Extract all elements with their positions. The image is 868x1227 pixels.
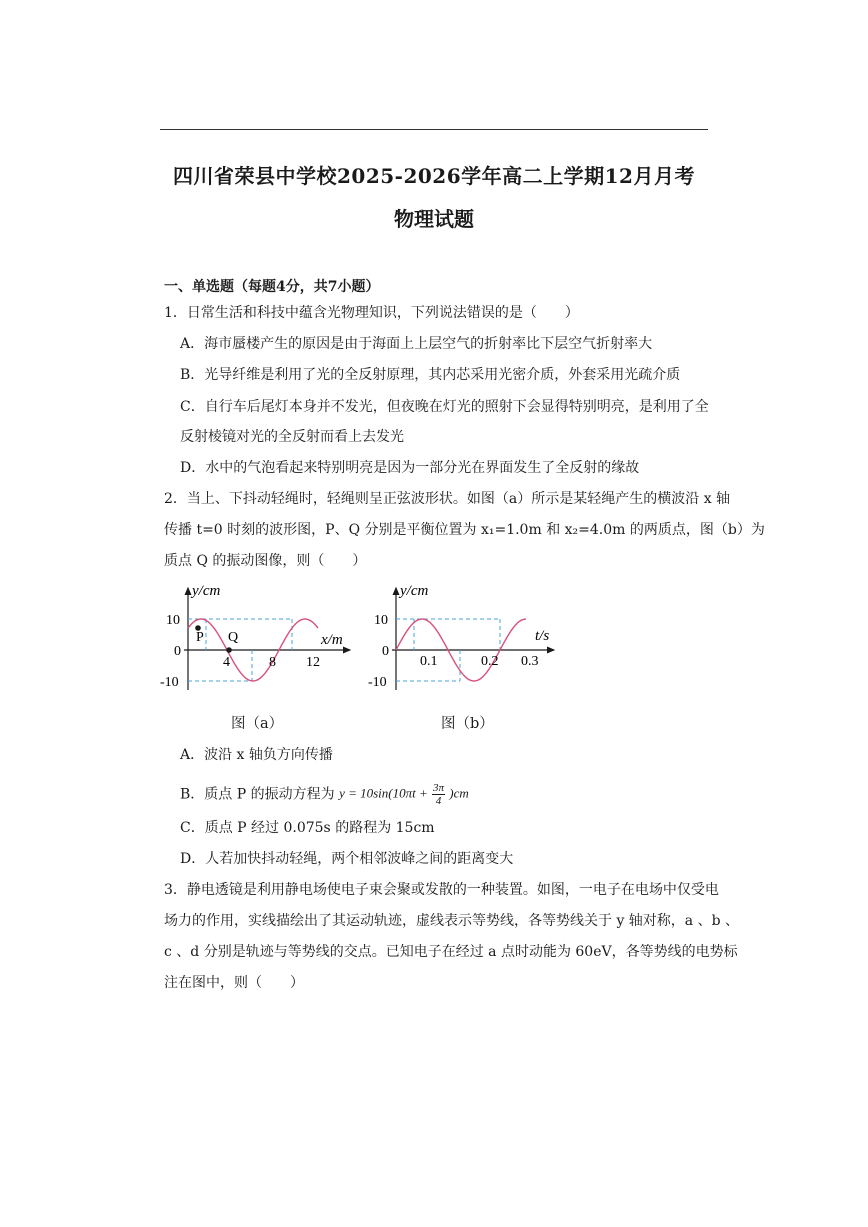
header-rule [160, 129, 708, 130]
q2-option-c: C．质点 P 经过 0.075s 的路程为 15cm [180, 820, 435, 836]
figure-a-label-p: P [196, 630, 204, 645]
figure-a-caption: 图（a） [231, 716, 284, 732]
q1-option-c-line2: 反射棱镜对光的全反射而看上去发光 [180, 429, 404, 445]
page-subtitle: 物理试题 [394, 207, 474, 231]
figure-a-xtick-12: 12 [306, 655, 320, 670]
figure-b-xtick-02: 0.2 [481, 654, 499, 669]
fraction-numerator: 3π [433, 782, 445, 794]
q2-stem-line1: 2．当上、下抖动轻绳时，轻绳则呈正弦波形状。如图（a）所示是某轻绳产生的横波沿 x 轴 [164, 491, 731, 507]
figure-b-vibration-graph [368, 578, 558, 698]
figure-b-ytick-0: 0 [382, 644, 389, 659]
figure-b-caption: 图（b） [441, 716, 494, 732]
figure-b-xtick-01: 0.1 [420, 654, 438, 669]
page-title: 四川省荣县中学校2025-2026学年高二上学期12月月考 [173, 164, 695, 188]
q3-stem-line3: c 、d 分别是轨迹与等势线的交点。已知电子在经过 a 点时动能为 60eV，各等势线的电势标 [164, 944, 738, 960]
figure-b-ytick-10: 10 [374, 613, 388, 628]
equation-left: y = 10sin(10πt + [339, 785, 428, 801]
fraction-denominator: 4 [435, 795, 442, 807]
q2-option-b-equation [339, 782, 469, 807]
q2-stem-line2: 传播 t=0 时刻的波形图，P、Q 分别是平衡位置为 x₁=1.0m 和 x₂=4.0m 的两质点，图（b）为 [164, 522, 765, 538]
figure-a-wave-graph [160, 578, 360, 698]
q1-option-d: D．水中的气泡看起来特别明亮是因为一部分光在界面发生了全反射的缘故 [180, 460, 640, 476]
q2-stem-line3: 质点 Q 的振动图像，则（ ） [164, 553, 367, 569]
q3-stem-line2: 场力的作用，实线描绘出了其运动轨迹，虚线表示等势线，各等势线关于 y 轴对称，a 、b 、 [164, 913, 740, 929]
q2-option-b-text: B．质点 P 的振动方程为 [180, 786, 335, 803]
figure-a-x-label: x/m [321, 632, 343, 648]
figure-a-xtick-8: 8 [269, 655, 276, 670]
figure-b-x-label: t/s [535, 628, 550, 644]
figure-a-ytick-0: 0 [174, 644, 181, 659]
q1-stem: 1．日常生活和科技中蕴含光物理知识，下列说法错误的是（ ） [164, 305, 579, 321]
q3-stem-line4: 注在图中，则（ ） [164, 975, 304, 991]
figure-a-label-q: Q [228, 630, 239, 645]
figure-a-point-q [226, 647, 232, 653]
section-heading: 一、单选题（每题4分，共7小题） [164, 279, 380, 295]
q2-option-b [180, 782, 469, 807]
equation-fraction [432, 782, 445, 807]
q3-stem-line1: 3．静电透镜是利用静电场使电子束会聚或发散的一种装置。如图，一电子在电场中仅受电 [164, 882, 719, 898]
figure-b-xtick-03: 0.3 [521, 654, 539, 669]
figure-a-xtick-4: 4 [223, 655, 230, 670]
figure-a-ytick-10: 10 [166, 613, 180, 628]
figure-a-ytick-neg10: -10 [160, 675, 179, 690]
q2-option-a: A．波沿 x 轴负方向传播 [180, 747, 333, 763]
figure-b-y-label: y/cm [400, 583, 429, 599]
equation-right: )cm [449, 785, 469, 801]
q1-option-a: A．海市蜃楼产生的原因是由于海面上上层空气的折射率比下层空气折射率大 [180, 336, 653, 352]
q2-option-d: D．人若加快抖动轻绳，两个相邻波峰之间的距离变大 [180, 851, 514, 867]
q1-option-c-line1: C．自行车后尾灯本身并不发光，但夜晚在灯光的照射下会显得特别明亮，是利用了全 [180, 399, 709, 415]
q1-option-b: B．光导纤维是利用了光的全反射原理，其内芯采用光密介质，外套采用光疏介质 [180, 367, 681, 383]
figure-a-y-label: y/cm [192, 583, 221, 599]
figure-b-ytick-neg10: -10 [368, 675, 387, 690]
